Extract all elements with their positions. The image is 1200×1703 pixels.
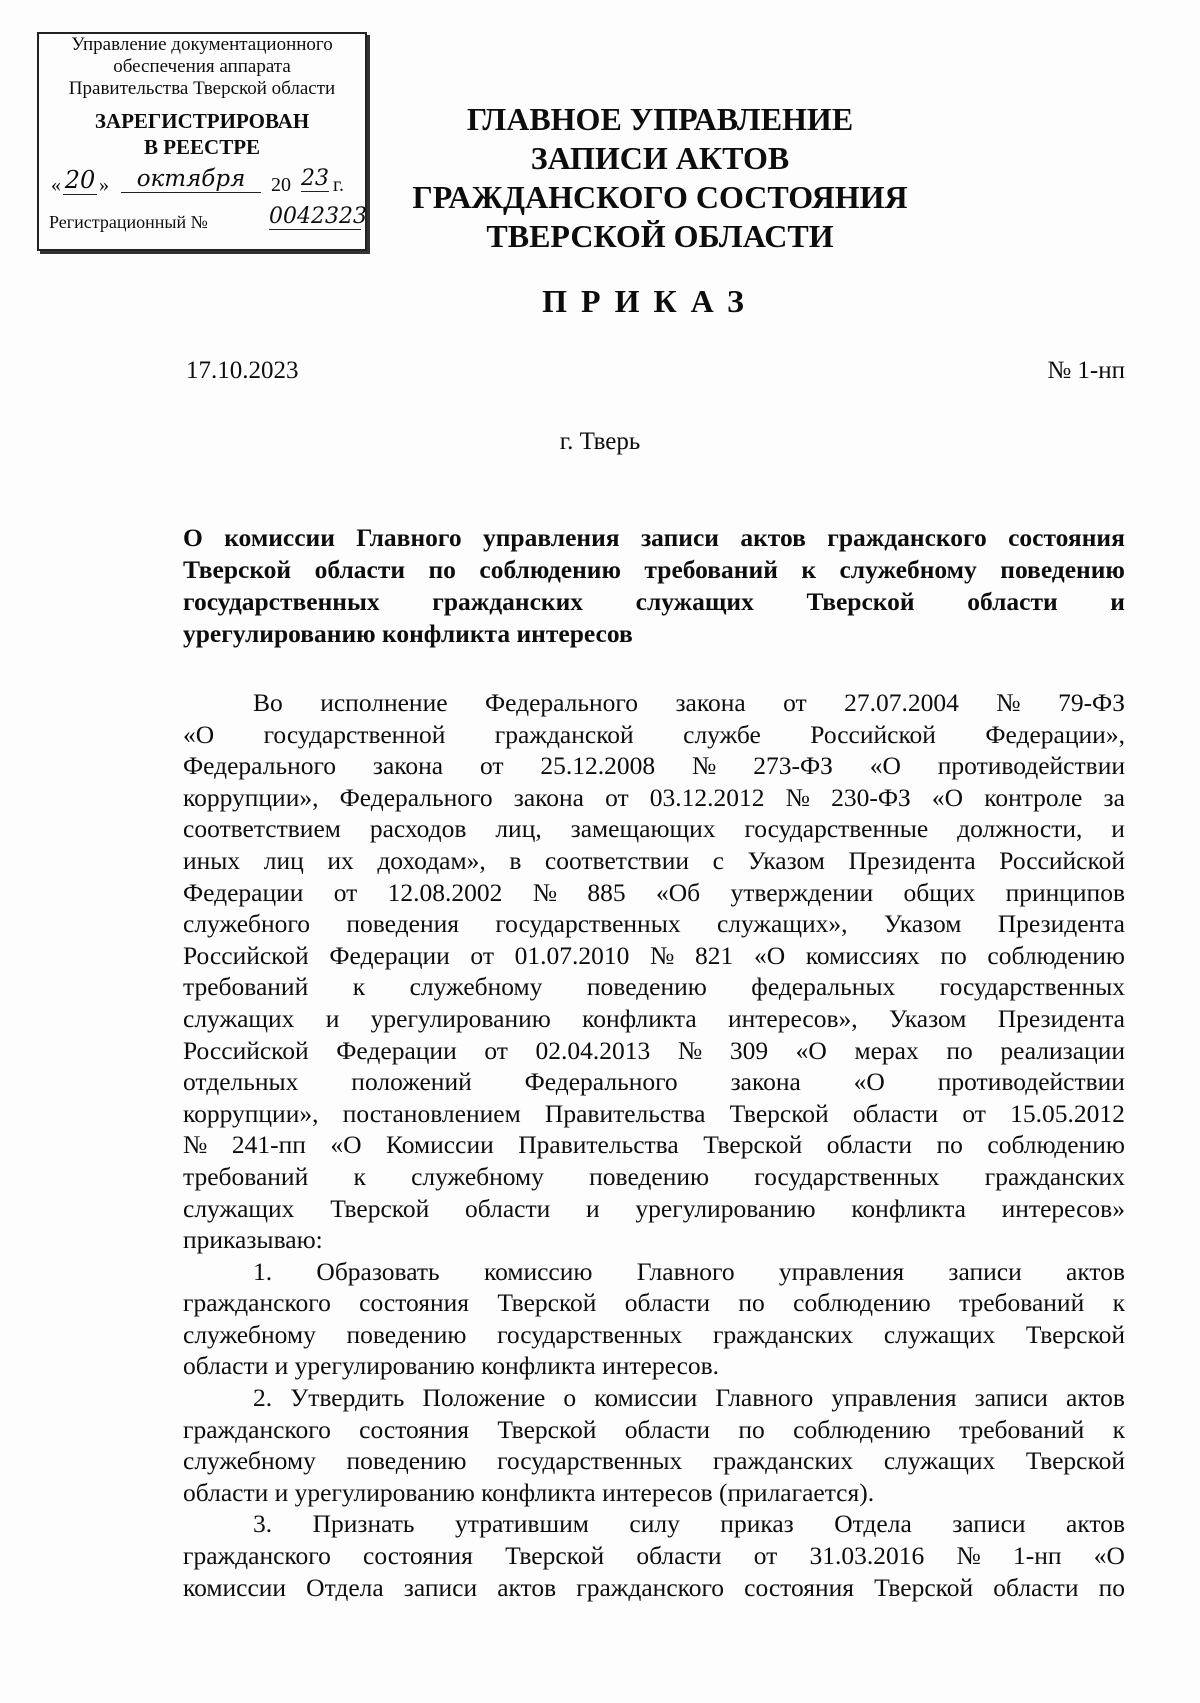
body-line: гражданского состояния Тверской области по соблюдению требований к [183,1414,1125,1444]
body-line: Федерального закона от 25.12.2008 № 273-ФЗ «О противодействии [183,751,1125,781]
body-line: № 241-пп «О Комиссии Правительства Тверской области по соблюдению [183,1130,1125,1160]
order-date: 17.10.2023 [186,357,299,384]
body-line: Федерации от 12.08.2002 № 885 «Об утверждении общих принципов [183,877,1125,907]
order-number: № 1-нп [1047,357,1125,384]
body-line: 2. Утвердить Положение о комиссии Главного управления записи актов [253,1383,1125,1413]
body-line: служащих и урегулированию конфликта интересов», Указом Президента [183,1003,1125,1033]
stamp-date [39,166,365,200]
body-line: Российской Федерации от 02.04.2013 № 309 «О мерах по реализации [183,1035,1125,1065]
stamp-year-handwritten: 23 [301,166,329,191]
stamp-org-line: обеспечения аппарата [113,56,291,77]
stamp-month-handwritten: октября [121,166,261,193]
stamp-reg-number [39,204,365,234]
body-line: служебного поведения государственных служащих», Указом Президента [183,909,1125,939]
body-line: 1. Образовать комиссию Главного управления записи актов [253,1256,1125,1286]
body-line: требований к служебному поведению государственных гражданских [183,1161,1125,1191]
header-line: ГРАЖДАНСКОГО СОСТОЯНИЯ [412,179,908,215]
body-line: области и урегулированию конфликта интересов (прилагается). [183,1477,875,1507]
stamp-reg-number-label: Регистрационный № [49,212,208,232]
stamp-year-prefix: 20 [271,174,291,196]
document-type-title: ПРИКАЗ [542,283,758,319]
body-line: Во исполнение Федерального закона от 27.07.2004 № 79-ФЗ [253,688,1125,717]
body-line: требований к служебному поведению федеральных государственных [183,972,1125,1002]
subject-line: О комиссии Главного управления записи актов гражданского состояния [183,523,1125,552]
stamp-org-line: Управление документационного [71,34,333,55]
body-line: гражданского состояния Тверской области по соблюдению требований к [183,1288,1125,1318]
body-line: области и урегулированию конфликта интересов. [183,1351,720,1381]
subject-line: урегулированию конфликта интересов [183,619,633,648]
agency-header [390,100,930,256]
subject-line: государственных гражданских служащих Тверской области и [183,587,1125,616]
body-line: приказываю: [183,1225,323,1255]
registration-stamp [37,32,367,251]
stamp-registered-title [39,108,365,160]
stamp-org-line: Правительства Тверской области [68,78,336,99]
subject-line: Тверской области по соблюдению требований к служебному поведению [183,555,1125,584]
body-line: иных лиц их доходам», в соответствии с Указом Президента Российской [183,845,1125,875]
order-subject [183,522,1125,650]
header-line: ЗАПИСИ АКТОВ [530,140,790,176]
stamp-registered-line: ЗАРЕГИСТРИРОВАН [94,109,310,133]
stamp-quote-open: « [51,174,61,196]
body-line: соответствием расходов лиц, замещающих государственные должности, и [183,814,1125,844]
body-line: «О государственной гражданской службе Российской Федерации», [183,719,1125,749]
stamp-year-suffix: г. [333,174,344,196]
body-line: служебному поведению государственных гражданских служащих Тверской [183,1319,1125,1349]
order-body [183,687,1125,1603]
stamp-registered-line: В РЕЕСТРЕ [143,135,261,159]
order-city: г. Тверь [559,428,641,455]
body-line: служебному поведению государственных гражданских служащих Тверской [183,1446,1125,1476]
body-line: служащих Тверской области и урегулированию конфликта интересов» [183,1193,1125,1223]
body-line: комиссии Отдела записи актов гражданского состояния Тверской области по [183,1572,1125,1602]
header-line: ТВЕРСКОЙ ОБЛАСТИ [486,218,834,254]
stamp-quote-close: » [99,174,109,196]
body-line: коррупции», Федерального закона от 03.12.2012 № 230-ФЗ «О контроле за [183,782,1125,812]
body-line: отдельных положений Федерального закона «О противодействии [183,1067,1125,1097]
stamp-day-handwritten: 20 [64,166,96,194]
stamp-organization [39,34,365,100]
body-line: коррупции», постановлением Правительства Тверской области от 15.05.2012 [183,1098,1125,1128]
body-line: 3. Признать утратившим силу приказ Отдела записи актов [253,1509,1125,1539]
stamp-reg-number-handwritten: 0042323 [269,204,367,229]
body-line: Российской Федерации от 01.07.2010 № 821 «О комиссиях по соблюдению [183,940,1125,970]
body-line: гражданского состояния Тверской области от 31.03.2016 № 1-нп «О [183,1541,1125,1571]
header-line: ГЛАВНОЕ УПРАВЛЕНИЕ [466,101,854,137]
